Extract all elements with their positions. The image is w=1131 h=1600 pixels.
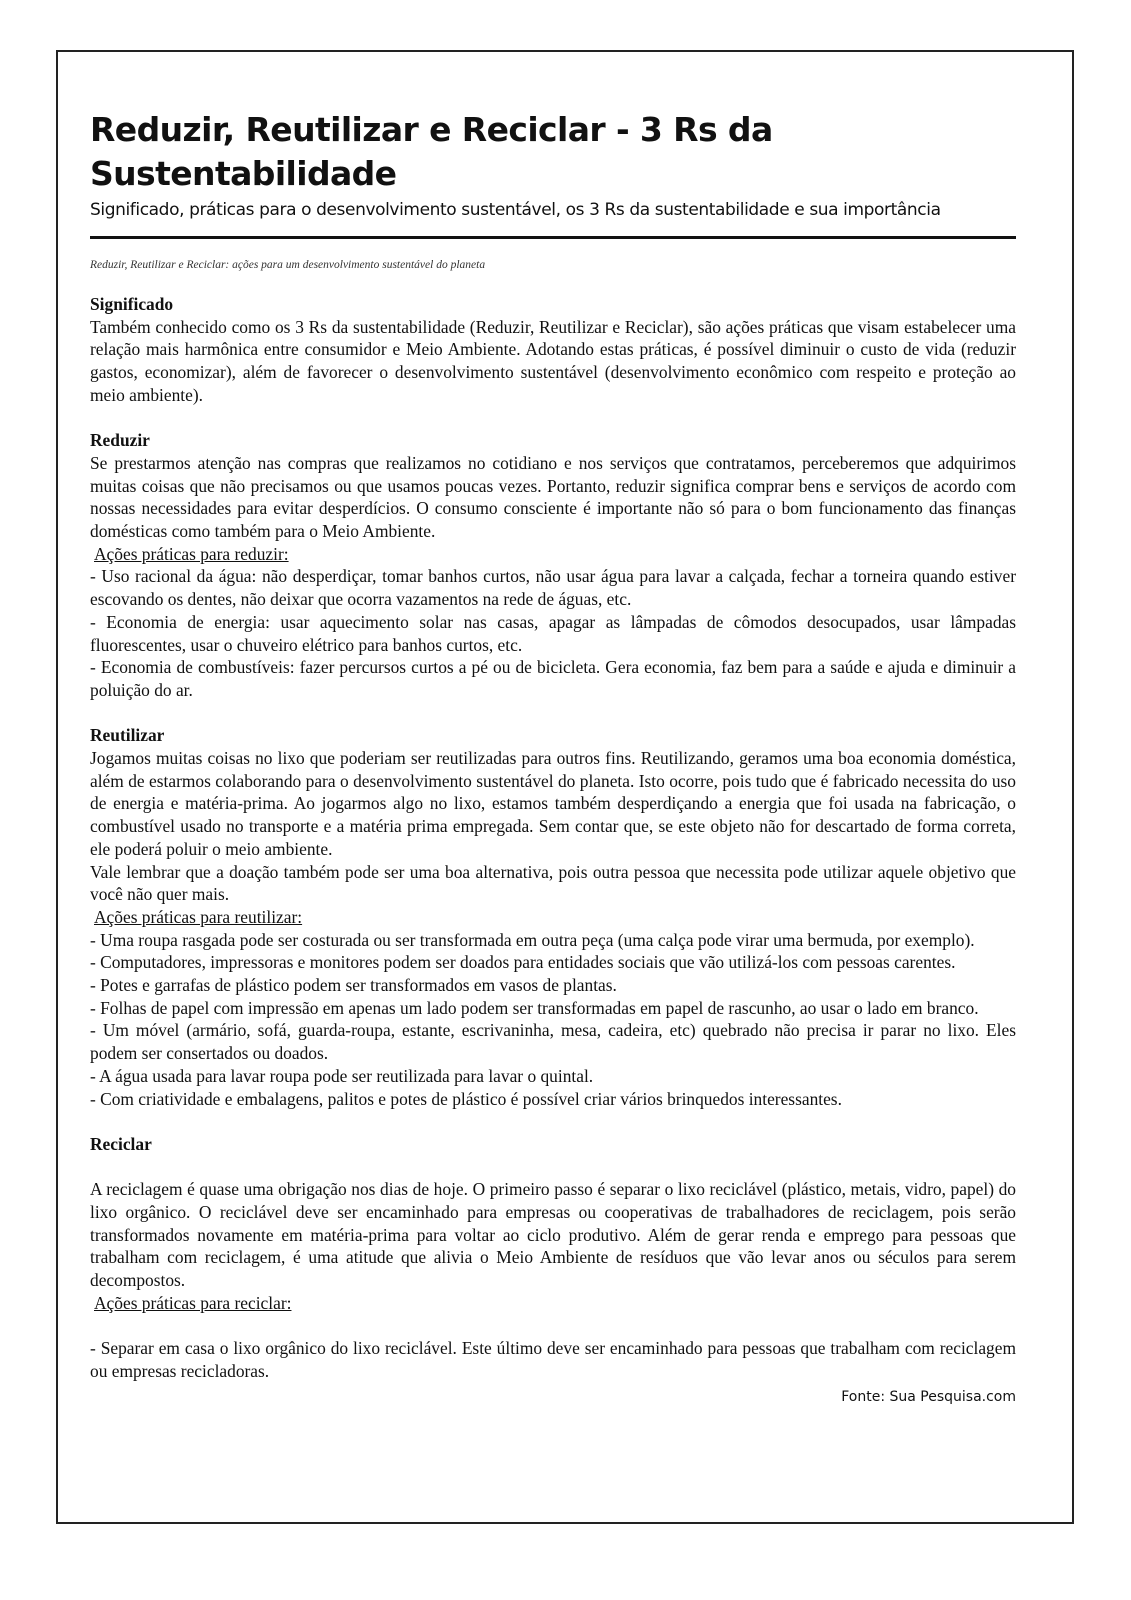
section-heading: Reduzir bbox=[90, 430, 150, 451]
list-item: - Com criatividade e embalagens, palitos e potes de plástico é possível criar vários brinquedos interessantes. bbox=[90, 1088, 842, 1109]
document-body bbox=[90, 108, 1016, 1419]
actions-label: Ações práticas para reduzir: bbox=[94, 543, 289, 564]
list-item: - Uso racional da água: não desperdiçar, tomar banhos curtos, não usar água para lavar a calçada, fechar a torneira quando estiver escovando os dentes, não deixar que ocorra vazamentos na rede de águas, etc. bbox=[90, 566, 1016, 610]
list-item: - Um móvel (armário, sofá, guarda-roupa, estante, escrivaninha, mesa, cadeira, etc) quebrado não precisa ir parar no lixo. Eles podem ser consertados ou doados. bbox=[90, 1020, 1016, 1064]
list-item: - Potes e garrafas de plástico podem ser transformados em vasos de plantas. bbox=[90, 975, 617, 996]
list-item: - Folhas de papel com impressão em apenas um lado podem ser transformadas em papel de rascunho, ao usar o lado em branco. bbox=[90, 997, 979, 1018]
paragraph: Se prestarmos atenção nas compras que realizamos no cotidiano e nos serviços que contratamos, perceberemos que adquirimos muitas coisas que não precisamos ou que usamos poucas vezes. Portanto, reduzir significa comprar bens e serviços de acordo com nossas necessidades para evitar desperdícios. O consumo consciente é importante não só para o bom funcionamento das finanças domésticas como também para o Meio Ambiente. bbox=[90, 452, 1016, 542]
section-reduzir bbox=[90, 429, 1016, 701]
section-reciclar bbox=[90, 1133, 1016, 1383]
list-item: - A água usada para lavar roupa pode ser reutilizada para lavar o quintal. bbox=[90, 1065, 594, 1086]
actions-label: Ações práticas para reutilizar: bbox=[94, 906, 303, 927]
list-item: - Uma roupa rasgada pode ser costurada ou ser transformada em outra peça (uma calça pode virar uma bermuda, por exemplo). bbox=[90, 929, 975, 950]
title-divider bbox=[90, 236, 1016, 239]
paragraph: Também conhecido como os 3 Rs da sustentabilidade (Reduzir, Reutilizar e Reciclar), são ações práticas que visam estabelecer uma relação mais harmônica entre consumidor e Meio Ambiente. Adotando estas práticas, é possível diminuir o custo de vida (reduzir gastos, economizar), além de favorecer o desenvolvimento sustentável (desenvolvimento econômico com respeito e proteção ao meio ambiente). bbox=[90, 316, 1016, 405]
paragraph: A reciclagem é quase uma obrigação nos dias de hoje. O primeiro passo é separar o lixo reciclável (plástico, metais, vidro, papel) do lixo orgânico. O reciclável deve ser encaminhado para empresas ou cooperativas de trabalhadores de reciclagem, pois serão transformados novamente em matéria-prima para voltar ao ciclo produtivo. Além de gerar renda e emprego para pessoas que trabalham com reciclagem, é uma atitude que alivia o Meio Ambiente de resíduos que vão levar anos ou séculos para serem decompostos. bbox=[90, 1179, 1016, 1291]
section-reutilizar bbox=[90, 724, 1016, 1110]
document-subtitle: Significado, práticas para o desenvolvimento sustentável, os 3 Rs da sustentabilidade e sua importância bbox=[90, 200, 941, 220]
section-significado bbox=[90, 293, 1016, 407]
section-heading: Reciclar bbox=[90, 1133, 152, 1154]
source-credit: Fonte: Sua Pesquisa.com bbox=[841, 1388, 1016, 1405]
document-title: Reduzir, Reutilizar e Reciclar - 3 Rs da Sustentabilidade bbox=[90, 110, 773, 193]
list-item: - Economia de combustíveis: fazer percursos curtos a pé ou de bicicleta. Gera economia, faz bem para a saúde e ajuda e diminuir a poluição do ar. bbox=[90, 657, 1016, 700]
section-heading: Significado bbox=[90, 294, 174, 314]
paragraph: Vale lembrar que a doação também pode ser uma boa alternativa, pois outra pessoa que necessita pode utilizar aquele objetivo que você não quer mais. bbox=[90, 861, 1016, 905]
list-item: - Computadores, impressoras e monitores podem ser doados para entidades sociais que vão utilizá-los com pessoas carentes. bbox=[90, 952, 956, 973]
section-heading: Reutilizar bbox=[90, 725, 165, 746]
actions-label: Ações práticas para reciclar: bbox=[94, 1292, 292, 1313]
paragraph: Jogamos muitas coisas no lixo que poderiam ser reutilizadas para outros fins. Reutilizando, geramos uma boa economia doméstica, além de estarmos colaborando para o desenvolvimento sustentável do planeta. Isto ocorre, pois tudo que é fabricado necessita do uso de energia e matéria-prima. Ao jogarmos algo no lixo, estamos também desperdiçando a energia que foi usada na fabricação, o combustível usado no transporte e a matéria prima empregada. Sem contar que, se este objeto não for descartado de forma correta, ele poderá poluir o meio ambiente. bbox=[90, 748, 1016, 859]
list-item: - Economia de energia: usar aquecimento solar nas casas, apagar as lâmpadas de cômodos desocupados, usar lâmpadas fluorescentes, usar o chuveiro elétrico para banhos curtos, etc. bbox=[90, 611, 1016, 655]
image-caption: Reduzir, Reutilizar e Reciclar: ações para um desenvolvimento sustentável do planeta bbox=[90, 259, 486, 271]
list-item: - Separar em casa o lixo orgânico do lixo reciclável. Este último deve ser encaminhado para pessoas que trabalham com reciclagem ou empresas recicladoras. bbox=[90, 1338, 1016, 1381]
